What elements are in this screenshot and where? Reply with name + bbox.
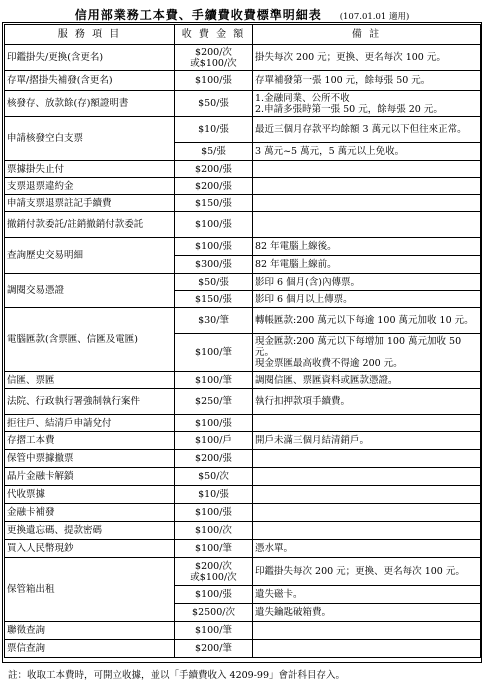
remark: 存單補發第一張 100 元，餘每張 50 元。 — [253, 71, 481, 91]
fee-amount: $100/張 — [175, 238, 253, 256]
remark — [253, 161, 481, 178]
table-row — [5, 178, 481, 195]
table-row — [5, 540, 481, 558]
service-item: 買入人民幣現鈔 — [5, 540, 175, 558]
remark — [253, 522, 481, 540]
table-row — [5, 372, 481, 389]
remark — [253, 468, 481, 486]
remark — [253, 415, 481, 432]
fee-amount: $10/張 — [175, 486, 253, 504]
fee-amount: $100/張 — [175, 415, 253, 432]
table-row — [5, 238, 481, 256]
table-row — [5, 468, 481, 486]
fee-amount: $300/張 — [175, 256, 253, 274]
table-row — [5, 450, 481, 468]
table-row — [5, 432, 481, 450]
header-service-item: 服 務 項 目 — [5, 25, 175, 45]
fee-amount: $100/次 — [175, 522, 253, 540]
table-row — [5, 195, 481, 212]
remark: 調閱信匯、票匯資料或匯款憑證。 — [253, 372, 481, 389]
fee-amount: $200/張 — [175, 450, 253, 468]
remark — [253, 640, 481, 658]
fee-amount: $200/筆 — [175, 640, 253, 658]
table-row — [5, 274, 481, 291]
remark: 影印 6 個月(含)內傳票。 — [253, 274, 481, 291]
service-item: 票信查詢 — [5, 640, 175, 658]
fee-amount: $5/張 — [175, 143, 253, 161]
table-row — [5, 161, 481, 178]
table-row — [5, 504, 481, 522]
fee-amount: $100/筆 — [175, 540, 253, 558]
service-item: 支票退票違約金 — [5, 178, 175, 195]
service-item: 查詢歷史交易明細 — [5, 238, 175, 274]
service-item: 代收票據 — [5, 486, 175, 504]
remark — [253, 504, 481, 522]
table-row — [5, 622, 481, 640]
table-row — [5, 522, 481, 540]
remark: 執行扣押款項手續費。 — [253, 389, 481, 415]
table-row — [5, 45, 481, 71]
fee-amount: $200/次 或$100/次 — [175, 558, 253, 586]
service-item: 拒往戶、結清戶申請兌付 — [5, 415, 175, 432]
remark: 掛失每次 200 元；更換、更名每次 100 元。 — [253, 45, 481, 71]
table-header-row — [5, 25, 481, 45]
remark: 遺失磁卡。 — [253, 586, 481, 604]
remark — [253, 178, 481, 195]
service-item: 存摺工本費 — [5, 432, 175, 450]
remark — [253, 450, 481, 468]
service-item: 聯徵查詢 — [5, 622, 175, 640]
remark: 82 年電腦上線前。 — [253, 256, 481, 274]
service-item: 金融卡補發 — [5, 504, 175, 522]
header-fee-amount: 收 費 金 額 — [175, 25, 253, 45]
service-item: 票據掛失止付 — [5, 161, 175, 178]
table-row — [5, 486, 481, 504]
remark: 憑水單。 — [253, 540, 481, 558]
fee-amount: $30/筆 — [175, 308, 253, 334]
service-item: 申請核發空白支票 — [5, 117, 175, 161]
fee-amount: $100/筆 — [175, 372, 253, 389]
fee-amount: $150/張 — [175, 291, 253, 308]
table-row — [5, 91, 481, 117]
service-item: 印鑑掛失/更換(含更名) — [5, 45, 175, 71]
fee-amount: $200/次 或$100/次 — [175, 45, 253, 71]
remark: 開戶未滿三個月結清銷戶。 — [253, 432, 481, 450]
remark: 最近三個月存款平均餘額 3 萬元以下但往來正常。 — [253, 117, 481, 143]
service-item: 存單/摺掛失補發(含更名) — [5, 71, 175, 91]
remark: 3 萬元~5 萬元，5 萬元以上免收。 — [253, 143, 481, 161]
document-title-bar — [0, 6, 484, 22]
fee-amount: $100/張 — [175, 212, 253, 238]
fee-amount: $250/筆 — [175, 389, 253, 415]
table-row — [5, 640, 481, 658]
service-item: 調閱交易憑證 — [5, 274, 175, 308]
remark — [253, 486, 481, 504]
header-remarks: 備 註 — [253, 25, 481, 45]
service-item: 電腦匯款(含票匯、信匯及電匯) — [5, 308, 175, 372]
remark — [253, 212, 481, 238]
remark: 印鑑掛失每次 200 元；更換、更名每次 100 元。 — [253, 558, 481, 586]
service-item: 核發存、放款餘(存)額證明書 — [5, 91, 175, 117]
table-row — [5, 308, 481, 334]
table-row — [5, 212, 481, 238]
remark: 轉帳匯款:200 萬元以下每逾 100 萬元加收 10 元。 — [253, 308, 481, 334]
fee-amount: $10/張 — [175, 117, 253, 143]
remark: 遺失鑰匙破箱費。 — [253, 604, 481, 622]
fee-amount: $100/筆 — [175, 622, 253, 640]
effective-date-note: (107.01.01 適用) — [339, 12, 410, 22]
remark — [253, 195, 481, 212]
table-row — [5, 415, 481, 432]
service-item: 信匯、票匯 — [5, 372, 175, 389]
table-row — [5, 389, 481, 415]
fee-amount: $200/張 — [175, 178, 253, 195]
service-item: 法院、行政執行署強制執行案件 — [5, 389, 175, 415]
service-item: 申請支票退票註記手續費 — [5, 195, 175, 212]
remark: 影印 6 個月以上傳票。 — [253, 291, 481, 308]
fee-amount: $50/張 — [175, 274, 253, 291]
table-row — [5, 71, 481, 91]
fee-amount: $50/張 — [175, 91, 253, 117]
remark: 現金匯款:200 萬元以下每增加 100 萬元加收 50 元。 現金票匯最高收費不得逾 200 元。 — [253, 334, 481, 372]
service-item: 晶片金融卡解鎖 — [5, 468, 175, 486]
fee-amount: $100/張 — [175, 586, 253, 604]
fee-amount: $100/戶 — [175, 432, 253, 450]
fee-schedule-table — [4, 24, 481, 658]
footer-note: 註：收取工本費時，可開立收據，並以「手續費收入 4209-99」會計科目存入。 — [8, 670, 345, 681]
service-item: 保管中票據撤票 — [5, 450, 175, 468]
fee-amount: $200/張 — [175, 161, 253, 178]
remark: 82 年電腦上線後。 — [253, 238, 481, 256]
service-item: 保管箱出租 — [5, 558, 175, 622]
table-row — [5, 558, 481, 586]
fee-amount: $150/張 — [175, 195, 253, 212]
fee-amount: $100/張 — [175, 504, 253, 522]
fee-amount: $50/次 — [175, 468, 253, 486]
remark — [253, 622, 481, 640]
fee-amount: $2500/次 — [175, 604, 253, 622]
service-item: 更換遺忘碼、提款密碼 — [5, 522, 175, 540]
fee-amount: $100/張 — [175, 71, 253, 91]
remark: 1.金融同業、公所不收 2.申請多張時第一張 50 元，餘每張 20 元。 — [253, 91, 481, 117]
service-item: 撤銷付款委託/註銷撤銷付款委託 — [5, 212, 175, 238]
document-title: 信用部業務工本費、手續費收費標準明細表 — [74, 8, 322, 22]
table-row — [5, 117, 481, 143]
fee-amount: $100/筆 — [175, 334, 253, 372]
